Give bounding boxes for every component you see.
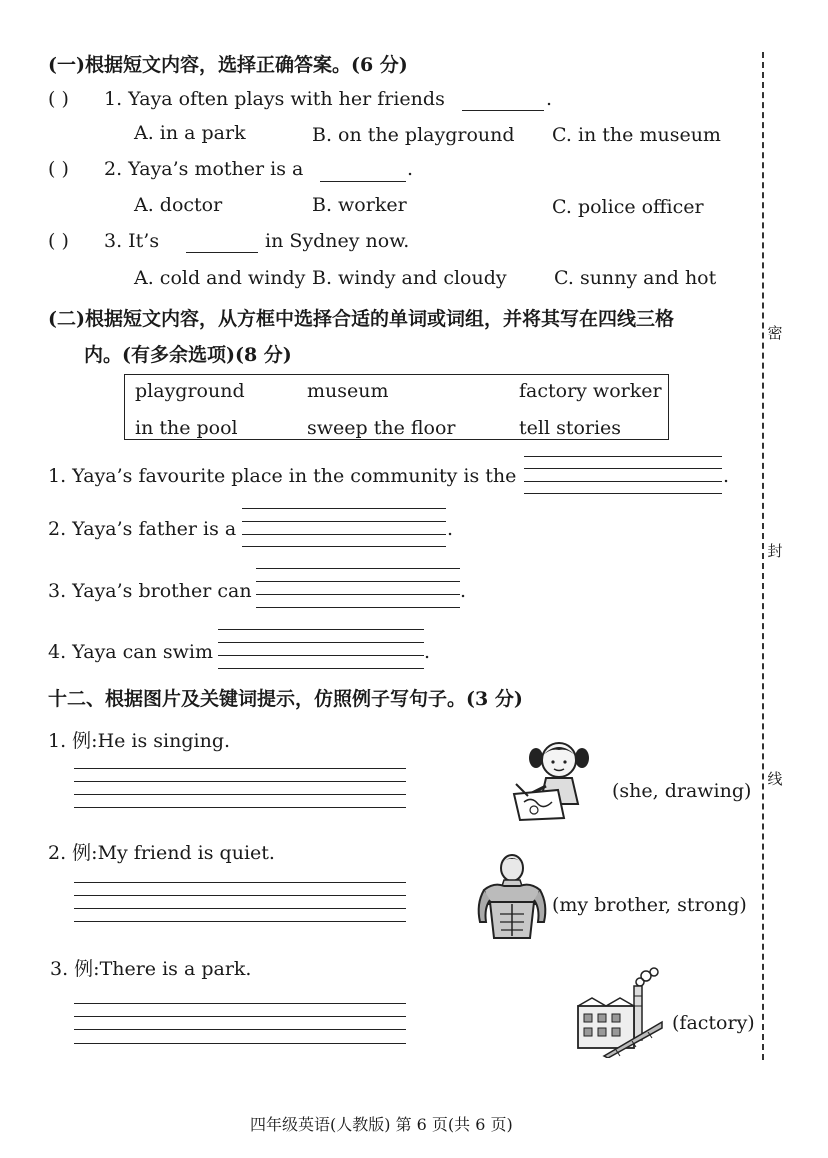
option-b: B. windy and cloudy (312, 267, 507, 289)
fill-item-end: . (424, 641, 431, 663)
word-option: in the pool (135, 417, 238, 439)
question-stem: 2. Yaya’s mother is a (104, 158, 304, 180)
word-option: museum (307, 380, 389, 402)
question-stem: 1. Yaya often plays with her friends (104, 88, 445, 110)
option-c: C. sunny and hot (554, 267, 717, 289)
option-b: B. worker (312, 194, 407, 216)
answer-blank[interactable] (320, 181, 406, 182)
seal-char-xian: 线 (765, 768, 785, 789)
strong-man-picture (474, 852, 550, 940)
keyword-hint: (my brother, strong) (552, 894, 747, 916)
option-b: B. on the playground (312, 124, 515, 146)
fill-item-text: 1. Yaya’s favourite place in the community is the (48, 465, 517, 487)
answer-bracket[interactable]: ( ) (48, 158, 69, 180)
part3-heading: 十二、根据图片及关键词提示，仿照例子写句子。(3 分) (48, 688, 523, 710)
fill-item-end: . (723, 465, 730, 487)
example-sentence: 1. 例:He is singing. (48, 730, 231, 752)
example-sentence: 3. 例:There is a park. (50, 958, 252, 980)
answer-blank[interactable] (186, 252, 258, 253)
word-option: factory worker (519, 380, 662, 402)
part2-heading-line1: (二)根据短文内容，从方框中选择合适的单词或词组，并将其写在四线三格 (48, 308, 674, 330)
factory-picture (574, 966, 666, 1058)
word-option: tell stories (519, 417, 622, 439)
option-c: C. in the museum (552, 124, 721, 146)
question-stem-end: in Sydney now. (265, 230, 410, 252)
part1-heading: (一)根据短文内容，选择正确答案。(6 分) (48, 54, 408, 76)
fill-item-text: 4. Yaya can swim (48, 641, 214, 663)
word-box (124, 374, 669, 440)
example-sentence: 2. 例:My friend is quiet. (48, 842, 275, 864)
fill-item-text: 3. Yaya’s brother can (48, 580, 252, 602)
answer-bracket[interactable]: ( ) (48, 230, 69, 252)
option-c: C. police officer (552, 196, 704, 218)
question-stem-end: . (407, 158, 414, 180)
answer-blank[interactable] (462, 110, 544, 111)
keyword-hint: (she, drawing) (612, 780, 752, 802)
seal-char-feng: 封 (765, 540, 785, 561)
fill-item-text: 2. Yaya’s father is a (48, 518, 237, 540)
part2-heading-line2: 内。(有多余选项)(8 分) (84, 344, 292, 366)
option-a: A. doctor (134, 194, 223, 216)
page-footer: 四年级英语(人教版) 第 6 页(共 6 页) (250, 1115, 513, 1134)
question-stem: 3. It’s (104, 230, 160, 252)
word-option: sweep the floor (307, 417, 456, 439)
fill-item-end: . (447, 518, 454, 540)
option-a: A. in a park (134, 122, 246, 144)
seal-char-mi: 密 (765, 322, 785, 343)
girl-drawing-picture (508, 738, 608, 822)
keyword-hint: (factory) (672, 1012, 755, 1034)
answer-bracket[interactable]: ( ) (48, 88, 69, 110)
seal-dashed-line (762, 52, 764, 1060)
option-a: A. cold and windy (134, 267, 306, 289)
word-option: playground (135, 380, 245, 402)
question-stem-end: . (546, 88, 553, 110)
fill-item-end: . (460, 580, 467, 602)
